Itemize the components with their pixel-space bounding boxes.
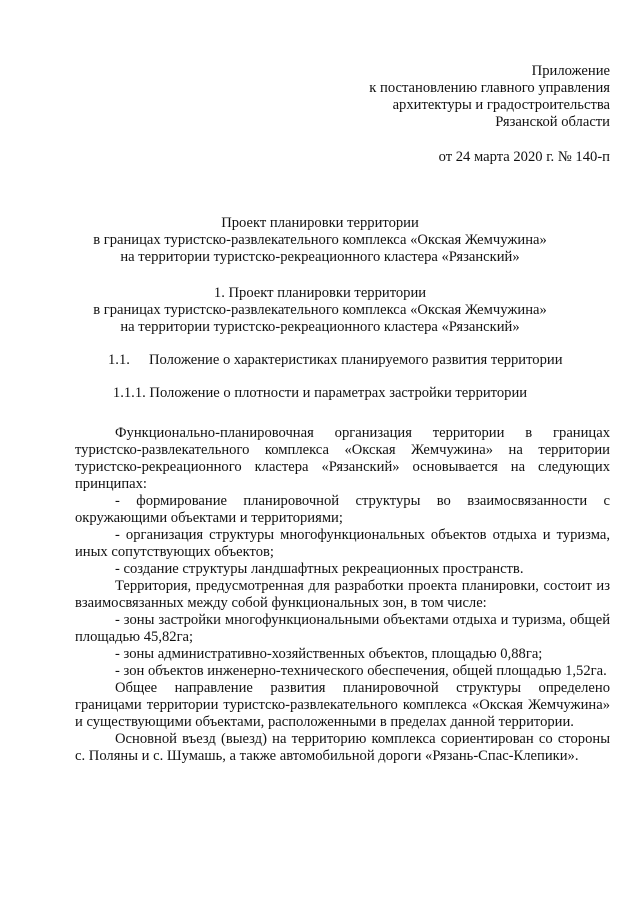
list-item: - создание структуры ландшафтных рекреационных пространств. [115,561,524,577]
list-item: - зон объектов инженерно-технического обеспечения, общей площадью 1,52га. [115,663,607,679]
section-number: 1.1. [108,352,130,368]
list-item: - организация структуры многофункциональных объектов отдыха и туризма, иных сопутствующих объектов; [75,527,610,560]
list-item: - зоны застройки многофункциональными объектами отдыха и туризма, общей площадью 45,82га; [75,612,610,645]
annex-header [369,63,610,131]
section-title: Положение о характеристиках планируемого развития территории [149,352,563,368]
section-heading-line: на территории туристско-рекреационного кластера «Рязанский» [120,319,520,335]
title-line: на территории туристско-рекреационного кластера «Рязанский» [120,249,520,265]
section-1-1-1-heading: 1.1.1. Положение о плотности и параметрах застройки территории [112,385,528,401]
paragraph: Общее направление развития планировочной структуры определено границами территории туристско-развлекательного комплекса «Окская Жемчужина» и существующими объектами, расположенными в пределах данной территории. [75,680,610,730]
annex-date: от 24 марта 2020 г. № 140-п [438,149,610,165]
annex-line: Приложение [531,63,610,79]
section-heading-line: в границах туристско-развлекательного комплекса «Окская Жемчужина» [93,302,547,318]
annex-line: Рязанской области [495,114,610,130]
document-title [30,215,610,266]
annex-line: к постановлению главного управления [369,80,610,96]
body-text [75,425,610,765]
list-item: - зоны административно-хозяйственных объектов, площадью 0,88га; [115,646,543,662]
list-item: - формирование планировочной структуры во взаимосвязанности с окружающими объектами и территориями; [75,493,610,526]
paragraph: Основной въезд (выезд) на территорию комплекса сориентирован со стороны с. Поляны и с. Шумашь, а также автомобильной дороги «Рязань-Спас-Клепики». [75,731,610,764]
paragraph: Территория, предусмотренная для разработки проекта планировки, состоит из взаимосвязанных между собой функциональных зон, в том числе: [75,578,610,611]
annex-line: архитектуры и градостроительства [392,97,610,113]
section-1-heading [30,285,610,336]
section-1-1-heading [108,352,610,369]
paragraph: Функционально-планировочная организация территории в границах туристско-развлекательного комплекса «Окская Жемчужина» на территории туристско-рекреационного кластера «Рязанский» основывается на следующих принципах: [75,425,610,492]
section-heading-line: 1. Проект планировки территории [213,285,427,301]
title-line: в границах туристско-развлекательного комплекса «Окская Жемчужина» [93,232,547,248]
title-line: Проект планировки территории [221,215,419,231]
